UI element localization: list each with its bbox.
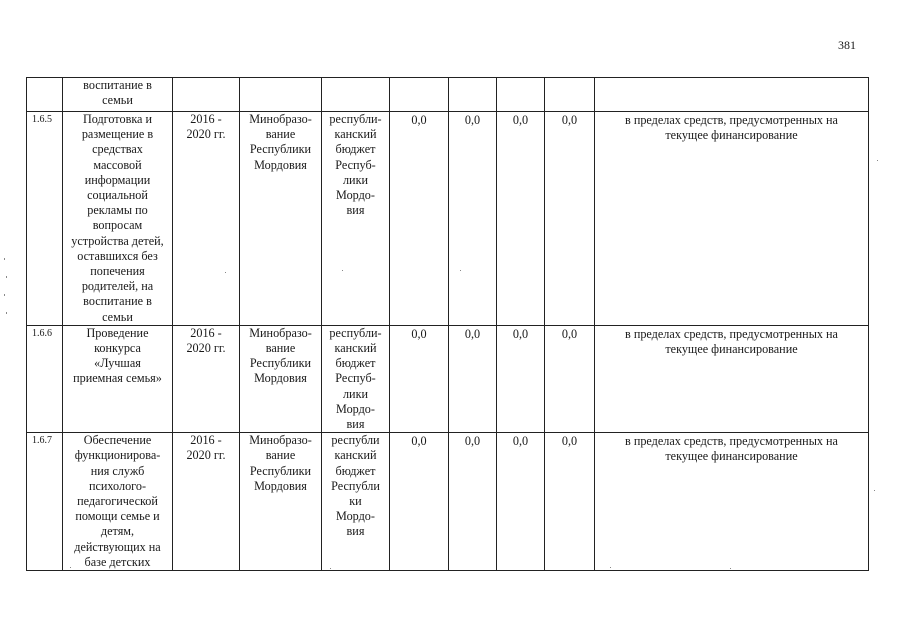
period-cell [173, 433, 240, 571]
empty-cell [240, 78, 322, 112]
executor-cell [240, 433, 322, 571]
note-cell [595, 433, 869, 571]
program-measures-table [26, 77, 869, 571]
period: 2016 - 2020 гг. [186, 433, 226, 463]
row-number-cell: 1.6.6 [27, 325, 63, 432]
empty-cell [595, 78, 869, 112]
table-row [27, 433, 869, 571]
amount-cell: 0,0 [449, 112, 497, 326]
measure-name-cell [63, 112, 173, 326]
note-cell [595, 325, 869, 432]
empty-cell [449, 78, 497, 112]
table-row-continuation [27, 78, 869, 112]
amount-cell: 0,0 [449, 433, 497, 571]
table-row [27, 325, 869, 432]
funding-source: республи- канский бюджет Респуб- лики Мордо- вия [329, 112, 382, 218]
empty-cell [173, 78, 240, 112]
row-number-cell [27, 78, 63, 112]
empty-cell [322, 78, 390, 112]
amount-cell: 0,0 [545, 433, 595, 571]
funding-source-cell [322, 112, 390, 326]
page-number: 381 [838, 38, 856, 52]
note: в пределах средств, предусмотренных на текущее финансирование [625, 113, 838, 143]
measure-name-cell [63, 325, 173, 432]
measure-name: Подготовка и размещение в средствах массовой информации социальной рекламы по вопросам устройства детей, оставшихся без попечения родителей, на воспитание в семьи [71, 112, 164, 324]
empty-cell [390, 78, 449, 112]
amount-cell: 0,0 [390, 433, 449, 571]
amount-cell: 0,0 [497, 112, 545, 326]
amount-cell: 0,0 [545, 112, 595, 326]
amount-cell: 0,0 [449, 325, 497, 432]
executor-cell [240, 325, 322, 432]
funding-source: республи канский бюджет Республи ки Мордо- вия [331, 433, 380, 539]
period-cell [173, 325, 240, 432]
measure-name-cell [63, 433, 173, 571]
empty-cell [497, 78, 545, 112]
note: в пределах средств, предусмотренных на текущее финансирование [625, 434, 838, 464]
executor: Минобразо- вание Республики Мордовия [249, 325, 312, 386]
amount-cell: 0,0 [390, 112, 449, 326]
measure-name-cell [63, 78, 173, 112]
measure-name: воспитание в семьи [83, 78, 152, 108]
empty-cell [545, 78, 595, 112]
table-row [27, 112, 869, 326]
period: 2016 - 2020 гг. [186, 325, 226, 356]
executor: Минобразо- вание Республики Мордовия [249, 433, 312, 493]
period-cell [173, 112, 240, 326]
period: 2016 - 2020 гг. [186, 112, 226, 142]
amount-cell: 0,0 [545, 325, 595, 432]
row-number-cell: 1.6.7 [27, 433, 63, 571]
executor: Минобразо- вание Республики Мордовия [249, 112, 312, 172]
amount-cell: 0,0 [390, 325, 449, 432]
funding-source-cell [322, 325, 390, 432]
row-number-cell: 1.6.5 [27, 112, 63, 326]
funding-source-cell [322, 433, 390, 571]
funding-source: республи- канский бюджет Респуб- лики Мордо- вия [329, 325, 382, 432]
amount-cell: 0,0 [497, 433, 545, 571]
note: в пределах средств, предусмотренных на текущее финансирование [625, 326, 838, 357]
measure-name: Проведение конкурса «Лучшая приемная семья» [73, 325, 162, 386]
measure-name: Обеспечение функционирова- ния служб психолого- педагогической помощи семье и детям, действующих на базе детских [74, 433, 161, 569]
executor-cell [240, 112, 322, 326]
amount-cell: 0,0 [497, 325, 545, 432]
note-cell [595, 112, 869, 326]
